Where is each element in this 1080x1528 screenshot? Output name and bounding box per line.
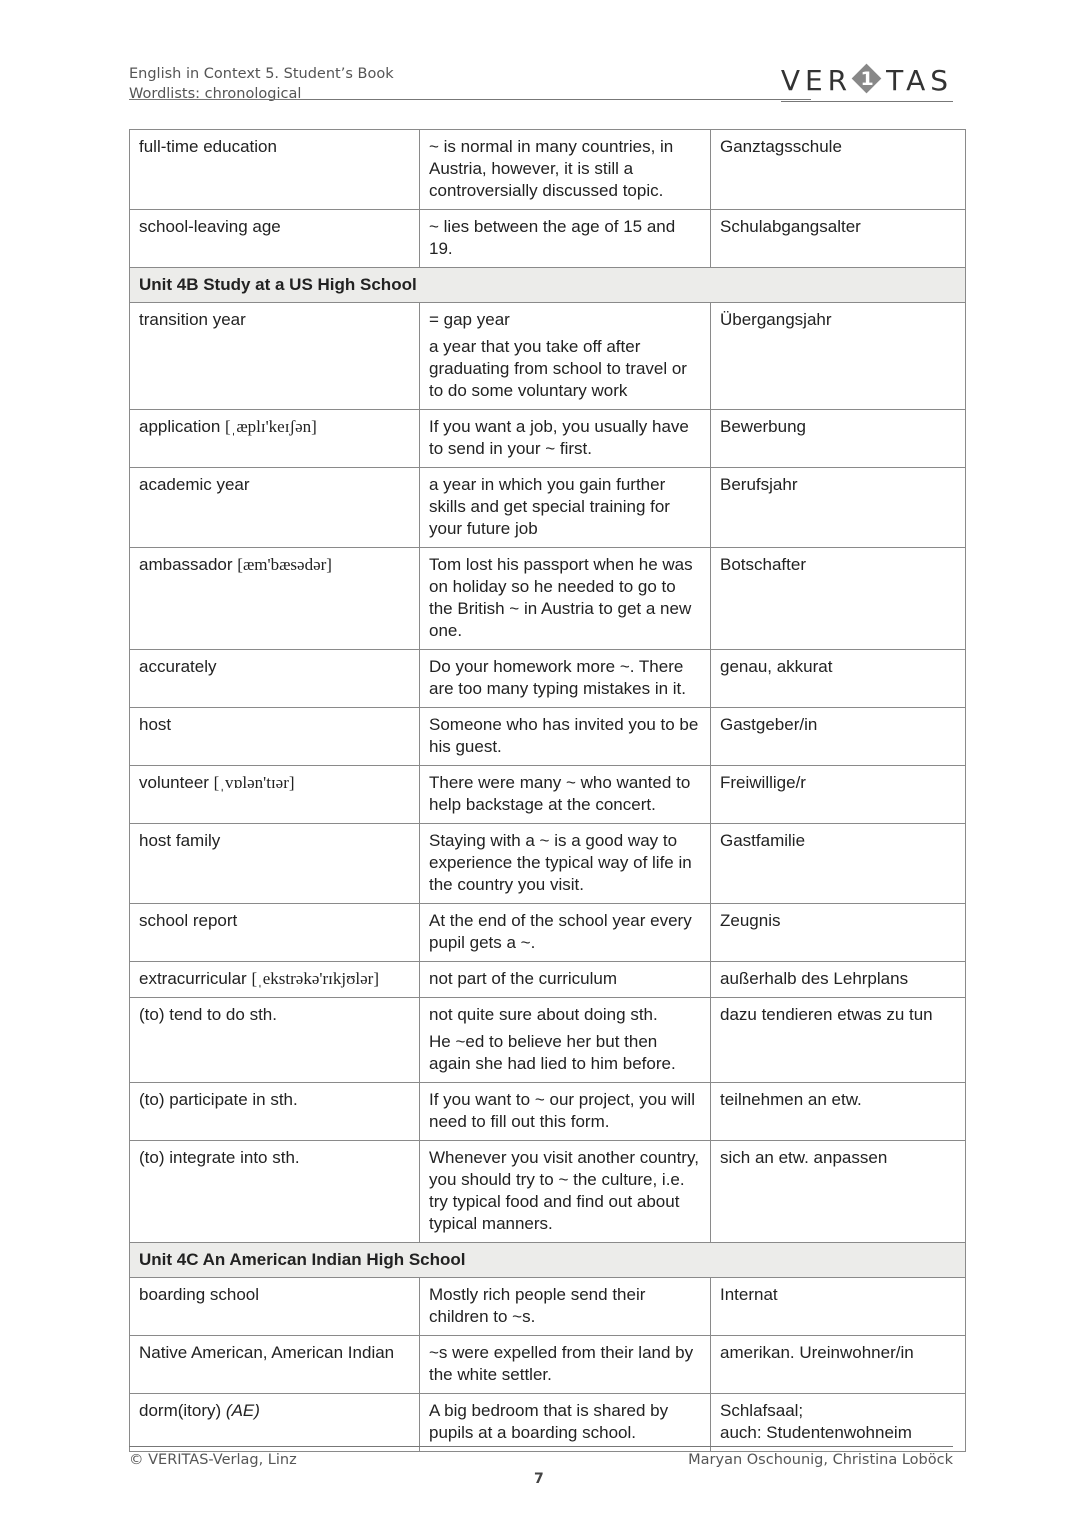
translation-cell bbox=[711, 548, 966, 650]
definition: = gap year bbox=[429, 310, 510, 329]
vocab-row bbox=[130, 766, 966, 824]
definition-cell bbox=[420, 130, 711, 210]
translation-cell bbox=[711, 824, 966, 904]
definition-cell bbox=[420, 410, 711, 468]
veritas-logo bbox=[781, 64, 953, 98]
translation-cell bbox=[711, 1394, 966, 1452]
vocab-row bbox=[130, 1394, 966, 1452]
definition-cell bbox=[420, 962, 711, 998]
vocab-row bbox=[130, 410, 966, 468]
definition: At the end of the school year every pupil gets a ~. bbox=[429, 911, 692, 952]
term-cell bbox=[130, 468, 420, 548]
vocab-row bbox=[130, 468, 966, 548]
term-cell bbox=[130, 210, 420, 268]
definition: ~ is normal in many countries, in Austria, however, it is still a controversially discussed topic. bbox=[429, 137, 674, 200]
translation: Ganztagsschule bbox=[720, 137, 842, 156]
vocab-row bbox=[130, 962, 966, 998]
term: (to) tend to do sth. bbox=[139, 1005, 277, 1024]
term-cell bbox=[130, 766, 420, 824]
vocab-row bbox=[130, 1278, 966, 1336]
definition-cell bbox=[420, 210, 711, 268]
term: host bbox=[139, 715, 172, 734]
translation-alt: auch: Studentenwohneim bbox=[720, 1423, 912, 1442]
definition-cell bbox=[420, 824, 711, 904]
wordlist-body bbox=[130, 130, 966, 1452]
definition-cell bbox=[420, 904, 711, 962]
definition: ~s were expelled from their land by the white settler. bbox=[429, 1343, 694, 1384]
vocab-row bbox=[130, 1141, 966, 1243]
pronunciation: [ˌæplɪ'keɪʃən] bbox=[225, 417, 317, 436]
translation-cell bbox=[711, 468, 966, 548]
publisher-credit: © VERITAS-Verlag, Linz bbox=[129, 1452, 297, 1468]
term: academic year bbox=[139, 475, 250, 494]
translation: Internat bbox=[720, 1285, 778, 1304]
translation: amerikan. Ureinwohner/in bbox=[720, 1343, 914, 1362]
term: school report bbox=[139, 911, 238, 930]
term: application bbox=[139, 417, 221, 436]
definition-cell bbox=[420, 1336, 711, 1394]
term-cell bbox=[130, 708, 420, 766]
logo-text-start: VER bbox=[780, 64, 853, 97]
vocab-row bbox=[130, 303, 966, 410]
translation-cell bbox=[711, 1336, 966, 1394]
term-cell bbox=[130, 962, 420, 998]
section-header-row bbox=[130, 1243, 966, 1278]
vocab-row bbox=[130, 1083, 966, 1141]
translation-cell bbox=[711, 1278, 966, 1336]
logo-underline bbox=[781, 101, 953, 102]
vocab-row bbox=[130, 904, 966, 962]
term-cell bbox=[130, 998, 420, 1083]
translation-cell bbox=[711, 904, 966, 962]
pronunciation: [ˌvɒlən'tɪər] bbox=[213, 773, 295, 792]
definition-cell bbox=[420, 303, 711, 410]
section-title: Unit 4B Study at a US High School bbox=[130, 268, 966, 303]
definition-cell bbox=[420, 468, 711, 548]
term: extracurricular bbox=[139, 969, 247, 988]
definition: If you want to ~ our project, you will need to fill out this form. bbox=[429, 1090, 695, 1131]
term-cell bbox=[130, 548, 420, 650]
logo-number: 1 bbox=[860, 68, 874, 90]
definition: If you want a job, you usually have to send in your ~ first. bbox=[429, 417, 689, 458]
term: volunteer bbox=[139, 773, 209, 792]
translation-cell bbox=[711, 766, 966, 824]
term: transition year bbox=[139, 310, 246, 329]
vocab-row bbox=[130, 824, 966, 904]
vocab-row bbox=[130, 548, 966, 650]
term-cell bbox=[130, 650, 420, 708]
vocab-row bbox=[130, 998, 966, 1083]
translation: Botschafter bbox=[720, 555, 806, 574]
section-title: Unit 4C An American Indian High School bbox=[130, 1243, 966, 1278]
translation: Schlafsaal; bbox=[720, 1401, 804, 1420]
vocab-row bbox=[130, 130, 966, 210]
definition: Do your homework more ~. There are too many typing mistakes in it. bbox=[429, 657, 687, 698]
definition: Someone who has invited you to be his guest. bbox=[429, 715, 699, 756]
translation-cell bbox=[711, 210, 966, 268]
translation-cell bbox=[711, 1083, 966, 1141]
translation: Bewerbung bbox=[720, 417, 807, 436]
definition: A big bedroom that is shared by pupils at a boarding school. bbox=[429, 1401, 669, 1442]
header-rule bbox=[129, 99, 811, 100]
translation: dazu tendieren etwas zu tun bbox=[720, 1005, 933, 1024]
term: (to) integrate into sth. bbox=[139, 1148, 300, 1167]
term-cell bbox=[130, 1141, 420, 1243]
wordlist-table bbox=[129, 129, 966, 1452]
term: full-time education bbox=[139, 137, 277, 156]
translation-cell bbox=[711, 303, 966, 410]
vocab-row bbox=[130, 650, 966, 708]
term-cell bbox=[130, 1336, 420, 1394]
definition-cell bbox=[420, 766, 711, 824]
translation: Gastfamilie bbox=[720, 831, 806, 850]
translation: Gastgeber/in bbox=[720, 715, 818, 734]
page-header bbox=[129, 64, 953, 102]
term: accurately bbox=[139, 657, 217, 676]
translation-cell bbox=[711, 410, 966, 468]
term: ambassador bbox=[139, 555, 233, 574]
translation-cell bbox=[711, 1141, 966, 1243]
page-number: 7 bbox=[534, 1471, 544, 1487]
definition-cell bbox=[420, 1394, 711, 1452]
translation-cell bbox=[711, 130, 966, 210]
definition: not part of the curriculum bbox=[429, 969, 618, 988]
translation-cell bbox=[711, 998, 966, 1083]
definition-cell bbox=[420, 708, 711, 766]
term: boarding school bbox=[139, 1285, 260, 1304]
translation: Berufsjahr bbox=[720, 475, 798, 494]
term-note: (AE) bbox=[225, 1401, 260, 1420]
translation-cell bbox=[711, 708, 966, 766]
definition: Tom lost his passport when he was on holiday so he needed to go to the British ~ in Austria to get a new one. bbox=[429, 555, 693, 640]
term: Native American, American Indian bbox=[139, 1343, 395, 1362]
term-cell bbox=[130, 1278, 420, 1336]
section-header-row bbox=[130, 268, 966, 303]
vocab-row bbox=[130, 210, 966, 268]
book-title: English in Context 5. Student’s Book bbox=[129, 66, 394, 82]
term-cell bbox=[130, 904, 420, 962]
definition: Whenever you visit another country, you should try to ~ the culture, i.e. try typical food and find out about typical manners. bbox=[429, 1148, 699, 1233]
pronunciation: [ˌekstrəkə'rɪkjʊlər] bbox=[251, 969, 379, 988]
definition-cell bbox=[420, 998, 711, 1083]
translation: sich an etw. anpassen bbox=[720, 1148, 888, 1167]
logo-text-end: TAS bbox=[886, 64, 953, 97]
page-footer bbox=[129, 1446, 953, 1487]
definition-example: a year that you take off after graduating from school to travel or to do some voluntary work bbox=[429, 337, 687, 400]
definition-cell bbox=[420, 1083, 711, 1141]
translation: außerhalb des Lehrplans bbox=[720, 969, 909, 988]
vocab-row bbox=[130, 1336, 966, 1394]
definition-cell bbox=[420, 650, 711, 708]
translation: genau, akkurat bbox=[720, 657, 833, 676]
wordlist-subtitle: Wordlists: chronological bbox=[129, 86, 302, 102]
term: host family bbox=[139, 831, 221, 850]
translation: Freiwillige/r bbox=[720, 773, 806, 792]
definition-cell bbox=[420, 1141, 711, 1243]
definition: There were many ~ who wanted to help backstage at the concert. bbox=[429, 773, 691, 814]
translation-cell bbox=[711, 962, 966, 998]
term: dorm(itory) bbox=[139, 1401, 222, 1420]
definition: a year in which you gain further skills and get special training for your future job bbox=[429, 475, 670, 538]
definition: Staying with a ~ is a good way to experience the typical way of life in the country you visit. bbox=[429, 831, 692, 894]
definition-cell bbox=[420, 548, 711, 650]
translation-cell bbox=[711, 650, 966, 708]
term-cell bbox=[130, 824, 420, 904]
definition: not quite sure about doing sth. bbox=[429, 1005, 658, 1024]
translation: Übergangsjahr bbox=[720, 310, 832, 329]
vocab-row bbox=[130, 708, 966, 766]
logo-diamond-icon bbox=[852, 64, 882, 94]
translation: Zeugnis bbox=[720, 911, 781, 930]
translation: Schulabgangsalter bbox=[720, 217, 861, 236]
definition-cell bbox=[420, 1278, 711, 1336]
term-cell bbox=[130, 130, 420, 210]
term-cell bbox=[130, 303, 420, 410]
term: school-leaving age bbox=[139, 217, 281, 236]
definition: Mostly rich people send their children to ~s. bbox=[429, 1285, 646, 1326]
definition-example: He ~ed to believe her but then again she had lied to him before. bbox=[429, 1032, 676, 1073]
term: (to) participate in sth. bbox=[139, 1090, 298, 1109]
term-cell bbox=[130, 1083, 420, 1141]
translation: teilnehmen an etw. bbox=[720, 1090, 862, 1109]
definition: ~ lies between the age of 15 and 19. bbox=[429, 217, 676, 258]
pronunciation: [æm'bæsədər] bbox=[237, 555, 332, 574]
term-cell bbox=[130, 1394, 420, 1452]
authors-credit: Maryan Oschounig, Christina Loböck bbox=[688, 1452, 953, 1468]
term-cell bbox=[130, 410, 420, 468]
